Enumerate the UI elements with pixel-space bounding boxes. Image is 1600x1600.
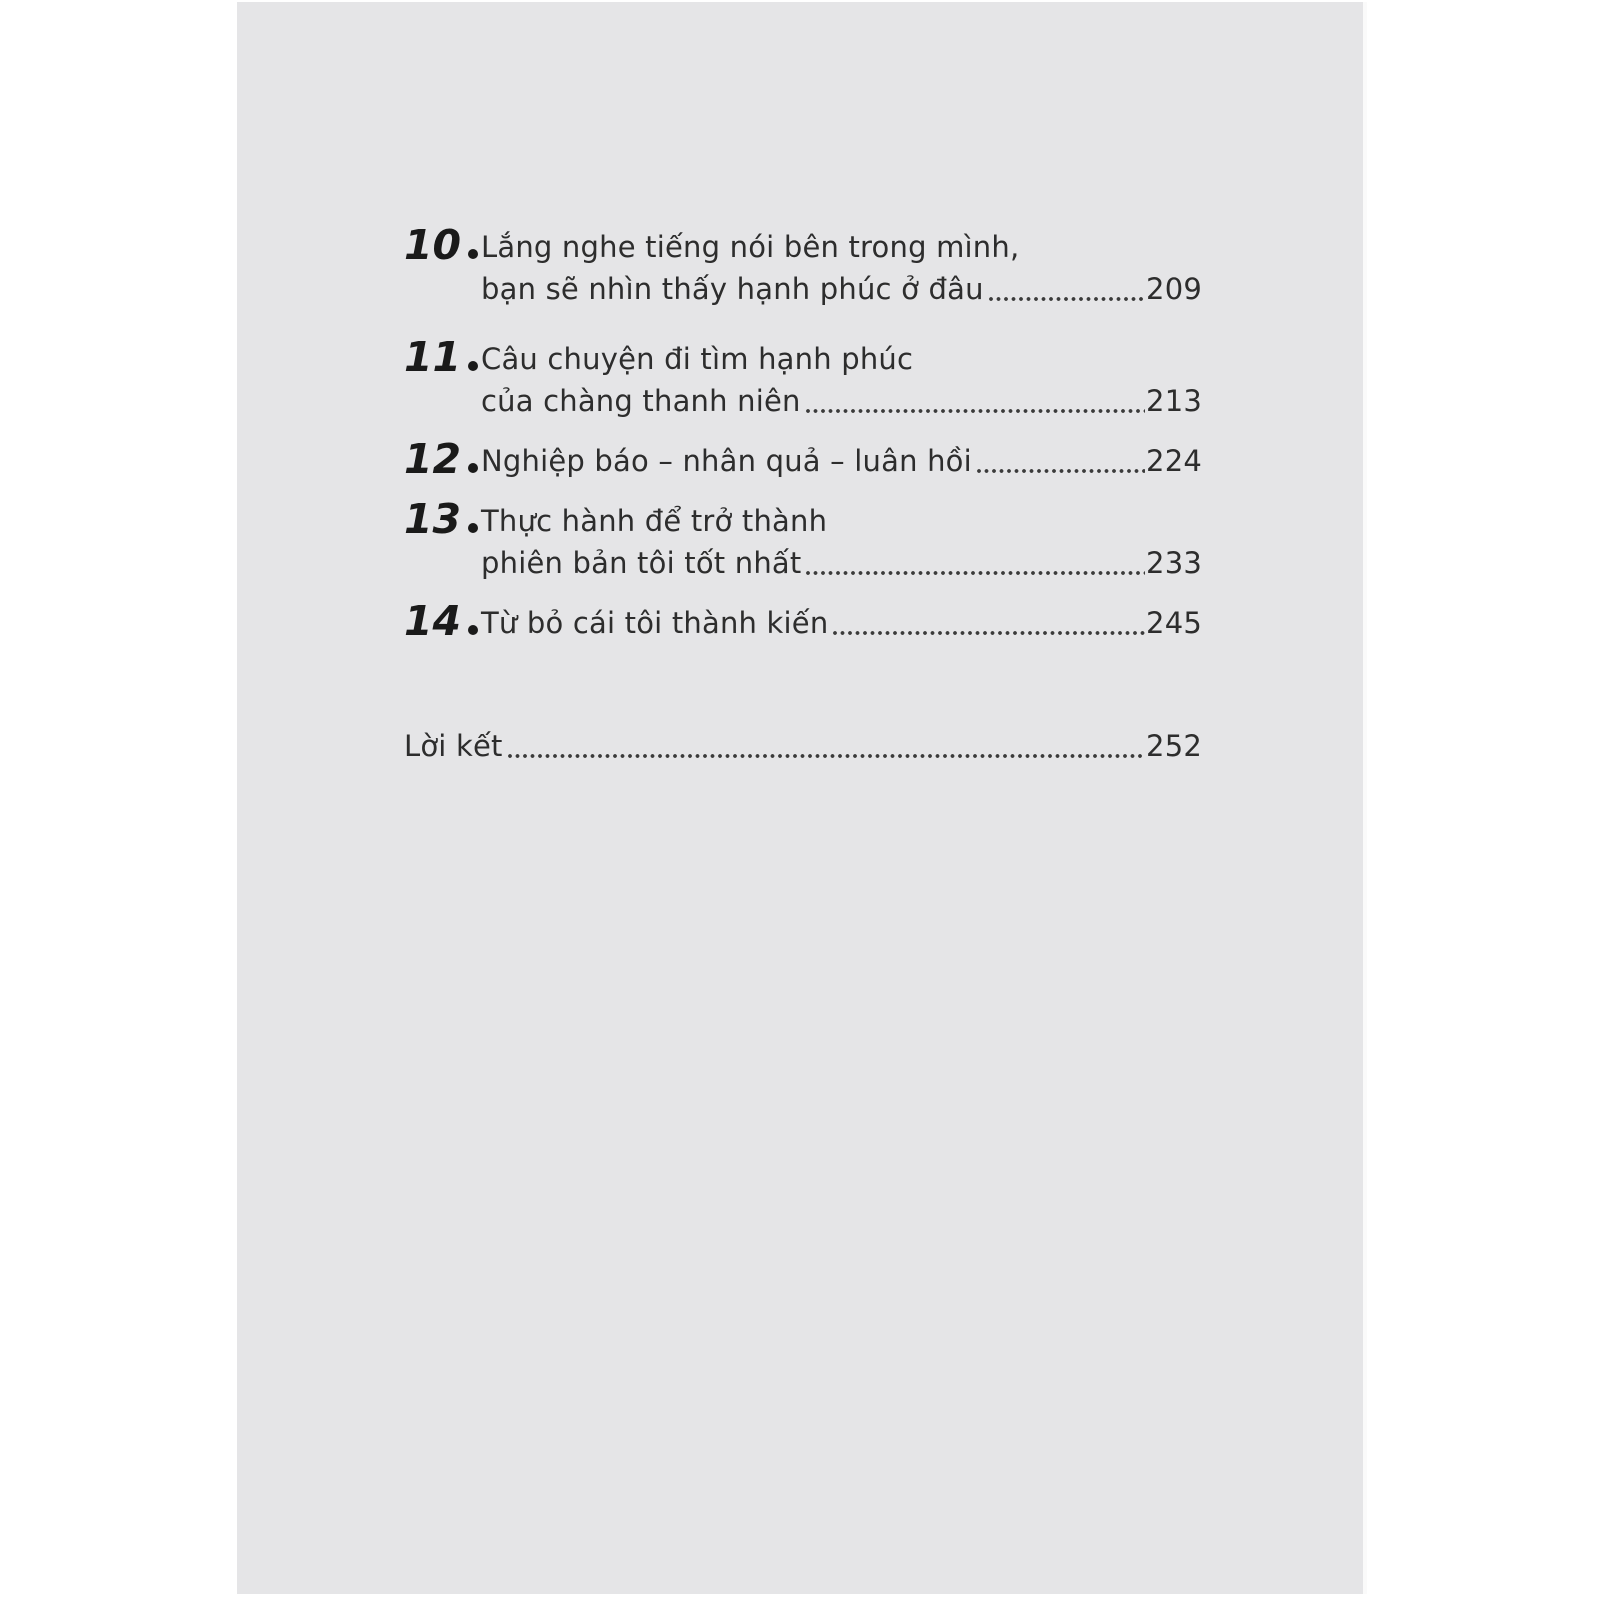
book-page: [237, 2, 1363, 1594]
page-number: 209: [1146, 272, 1202, 306]
chapter-title-block: [481, 500, 1202, 584]
chapter-number-dot: [468, 249, 478, 259]
chapter-title-line: [481, 338, 1202, 380]
dot-leader: [806, 409, 1145, 413]
chapter-number-value: 11: [404, 333, 462, 381]
chapter-title-text: Nghiệp báo – nhân quả – luân hồi: [481, 444, 972, 478]
chapter-number-dot: [468, 361, 478, 371]
dot-leader: [833, 631, 1145, 635]
page-number: 252: [1146, 729, 1202, 763]
chapter-title-line: [481, 542, 1202, 584]
chapter-title-line: [481, 602, 1202, 644]
toc-entry: [404, 495, 1202, 584]
chapter-number-value: 14: [404, 597, 462, 645]
toc-closing-entry: [404, 725, 1202, 767]
chapter-title-block: [481, 338, 1202, 422]
toc-entry: [404, 221, 1202, 310]
chapter-title-line: [481, 440, 1202, 482]
chapter-number: [404, 333, 481, 381]
toc-entry: [404, 435, 1202, 483]
chapter-number-dot: [468, 625, 478, 635]
dot-leader: [977, 469, 1145, 473]
chapter-title-text: phiên bản tôi tốt nhất: [481, 546, 802, 580]
chapter-title-text: Thực hành để trở thành: [481, 504, 828, 538]
chapter-number: [404, 435, 481, 483]
chapter-title-text: của chàng thanh niên: [481, 384, 801, 418]
page-number: 233: [1146, 546, 1202, 580]
chapter-number-value: 13: [404, 495, 462, 543]
chapter-title-line: [481, 500, 1202, 542]
chapter-title-line: [481, 268, 1202, 310]
chapter-title-block: [481, 602, 1202, 644]
chapter-title-text: bạn sẽ nhìn thấy hạnh phúc ở đâu: [481, 272, 984, 306]
chapter-number: [404, 495, 481, 543]
chapter-number-value: 12: [404, 435, 462, 483]
chapter-number-value: 10: [404, 221, 462, 269]
dot-leader: [508, 754, 1145, 758]
dot-leader: [989, 297, 1145, 301]
toc-entry: [404, 333, 1202, 422]
chapter-number-dot: [468, 523, 478, 533]
chapter-number: [404, 221, 481, 269]
chapter-number: [404, 597, 481, 645]
chapter-title-line: [481, 380, 1202, 422]
toc-entry: [404, 597, 1202, 645]
dot-leader: [806, 571, 1145, 575]
page-number: 224: [1146, 444, 1202, 478]
chapter-title-text: Câu chuyện đi tìm hạnh phúc: [481, 342, 914, 376]
chapter-number-dot: [468, 463, 478, 473]
chapter-title-text: Lắng nghe tiếng nói bên trong mình,: [481, 230, 1020, 264]
chapter-title-line: [481, 226, 1202, 268]
chapter-title-block: [481, 226, 1202, 310]
closing-label: Lời kết: [404, 729, 503, 763]
page-number: 213: [1146, 384, 1202, 418]
table-of-contents: [404, 221, 1202, 767]
chapter-title-text: Từ bỏ cái tôi thành kiến: [481, 606, 829, 640]
chapter-title-block: [481, 440, 1202, 482]
page-number: 245: [1146, 606, 1202, 640]
